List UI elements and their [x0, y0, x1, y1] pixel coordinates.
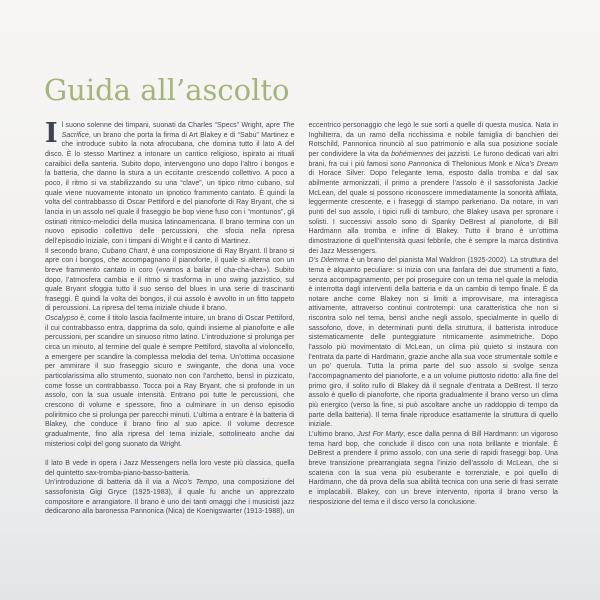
paragraph: D’s Dilemma è un brano del pianista Mal Waldron (1925-2002). La struttura del tema è alquanto peculiare: si inizia con una fanfara dei due strumenti a fiato, senza accompagnamento, per poi proseguire con un tema nel quale la melodia è interrotta dagli interventi della batteria e da un cambio di tempo finale. È da notare anche come Blakey non si limiti a improvvisare, ma interagisca attivamente, attraverso continui controtempi: una caratteristica che non si riscontra solo nel tema, bensì anche negli assolo, specialmente in quello di sassofono, dove, in determinati punti della struttura, il batterista introduce sistematicamente delle punteggiature ritmicamente asimmetriche. Dopo l’assolo più movimentato di McLean, un clima più quieto si instaura con l’entrata da parte di Hardmann, grazie anche alla sua voce strumentale sottile e un po’ querula. Tutta la prima parte del suo assolo si svolge senza l’accompagnamento del pianoforte, e a un volume piuttosto ridotto: alla fine del primo giro, il solito rullo di Blakey dà il segnale d’entrata a DeBrest. Il terzo assolo è quello di pianoforte, che riporta gradualmente il brano verso un clima più energico (verso la fine, si può ascoltare anche un raddoppio di tempo da parte della batteria). Il tema finale riproduce esattamente la struttura di quello iniziale.	[308, 257, 558, 429]
paragraph: L’ultimo brano, Just For Marty, esce dalla penna di Bill Hardmann: un vigoroso tema hard bop, che conclude il disco con una nota brillante e trionfale. È DeBrest a prendere il primo assolo, con una serie di rapidi fraseggi bop. Una breve transizione prearrangiata segna l’inizio dell’assolo di McLean, che si scatena con la sua vena più esuberante e torrenziale, e poi quello di Hardmann, che dà prova della sua abilità tecnica con una serie di frasi serrate e implacabili. Blakey, con un breve intervento, riporta il brano verso la riesposizione del tema e il disco verso la conclusione.	[308, 431, 558, 506]
paragraph: Il secondo brano, Cubano Chant, è una composizione di Ray Bryant. Il brano si apre con i bongos, che accompagnano il pianoforte, il quale si alterna con un breve frammento cantato in coro («vamos a bailar el cha-cha-cha»). Subito dopo, l’atmosfera cambia e il ritmo si trasforma in uno swing jazzistico, sul quale Bryant sfoggia tutto il suo senso del blues in una serie di trascinanti fraseggi. È quindi la volta dei bongos, il cui assolo è avvolto in un fitto tappeto di percussioni. La ripresa del tema iniziale chiude il brano.	[45, 247, 295, 313]
page-title: Guida all’ascolto	[44, 73, 290, 108]
dropcap: I	[45, 118, 58, 149]
paragraph: Il suono solenne dei timpani, suonati da Charles “Specs” Wright, apre The Sacrifice, un brano che porta la firma di Art Blakey e di “Sabu” Martinez e che introduce subito la nota afrocubana, che domina tutto il lato A del disco. È lo stesso Martinez a intonare un cantico religioso, ispirato ai rituali caraibici della santeria. Subito dopo, intervengono uno dopo l’altro i bongos e la batteria, che danno la stura a un eccitante crescendo collettivo. A poco a poco, il ritmo si va stabilizzando su una “clave”, un tipico ritmo cubano, sul quale viene nuovamente intonato un ipnotico frammento cantato. È quindi la volta del contrabbasso di Oscar Pettiford e del pianoforte di Ray Bryant, che si lancia in un assolo nel quale il fraseggio be bop viene fuso con i “montunos”, gli ostinati ritmico-melodici della musica latinoamericana. Il brano termina con un nuovo episodio collettivo delle percussioni, che sfocia nella ripresa dell’episodio iniziale, con i timpani di Wright e il canto di Martinez.	[45, 118, 295, 245]
paragraph: Un’introduzione di batteria dà il via a Nico’s Tempo, una composizione del sassofonista Gigi Gryce (1925-1983), il quale fu anche un apprezzato compositore e arrangiatore. Il brano è uno dei tanti omaggi che i musicisti jazz dedicarono alla baronessa Pannonica (Nica) de Koenigswarter (1913-1988), un eccentrico personaggio che legò le sue sorti a quelle di questa musica. Nata in Inghilterra, da un ramo della ricchissima e nobile famiglia di banchieri dei Rotschild, Pannonica rinunciò al suo patrimonio e alla sua posizione sociale per condividere la vita da bohémiennes dei jazzisti. Le furono dedicati vari altri brani, fra cui i più famosi sono Pannonica di Thelonious Monk e Nica’s Dream di Horace Silver. Dopo l’elegante tema, esposto dalla tromba e dal sax abilmente armonizzati, il primo a prendere l’assolo è il sassofonista Jackie McLean, del quale si possono riconoscere immediatamente la sonorità affilata, leggermente crescente, e i fraseggi di stampo parkeriano. Da notare, in vari punti del suo assolo, i tipici rulli di tamburo, che Blakey usava per spronare i solisti. I successivi assolo sono di Spanky DeBrest al pianoforte, di Bill Hardmann alla tromba e infine di Blakey. Tutto il brano è un’ottima dimostrazione di quell’intensità quasi febbrile, che è sempre la marca distintiva dei Jazz Messengers.	[45, 122, 558, 516]
article-columns	[45, 118, 558, 517]
paragraph: Il lato B vede in opera i Jazz Messengers nella loro veste più classica, quella del quintetto sax-tromba-piano-basso-batteria.	[45, 459, 295, 477]
paragraph: Oscalypso è, come il titolo lascia facilmente intuire, un brano di Oscar Pettiford, il cui contrabbasso entra, dapprima da solo, quindi insieme al pianoforte e alle percussioni, per scandire un sinuoso ritmo latino. L’introduzione si prolunga per circa un minuto, al termine del quale è sempre Pettiford, stavolta al violoncello, a emergere per scandire la complessa melodia del tema. Un’ottima occasione per ammirare il suo fraseggio sicuro e swingante, che dona una voce particolarissima allo strumento, suonato non con l’archetto, bensì in pizzicato, come fosse un contrabbasso. Tocca poi a Ray Bryant, che si profonde in un assolo, con la sua usuale intensità. Entrano poi tutte le percussioni, che crescono di volume e spessore, fino a culminare in un denso episodio poliritmico che si prolunga per parecchi minuti. L’ultima a entrare è la batteria di Blakey, che conduce il brano fino al suo apice. Il volume decresce gradualmente, fino alla ripresa del tema iniziale, sottolineato anche dai misteriosi colpi del gong suonato da Wright.	[45, 315, 295, 448]
